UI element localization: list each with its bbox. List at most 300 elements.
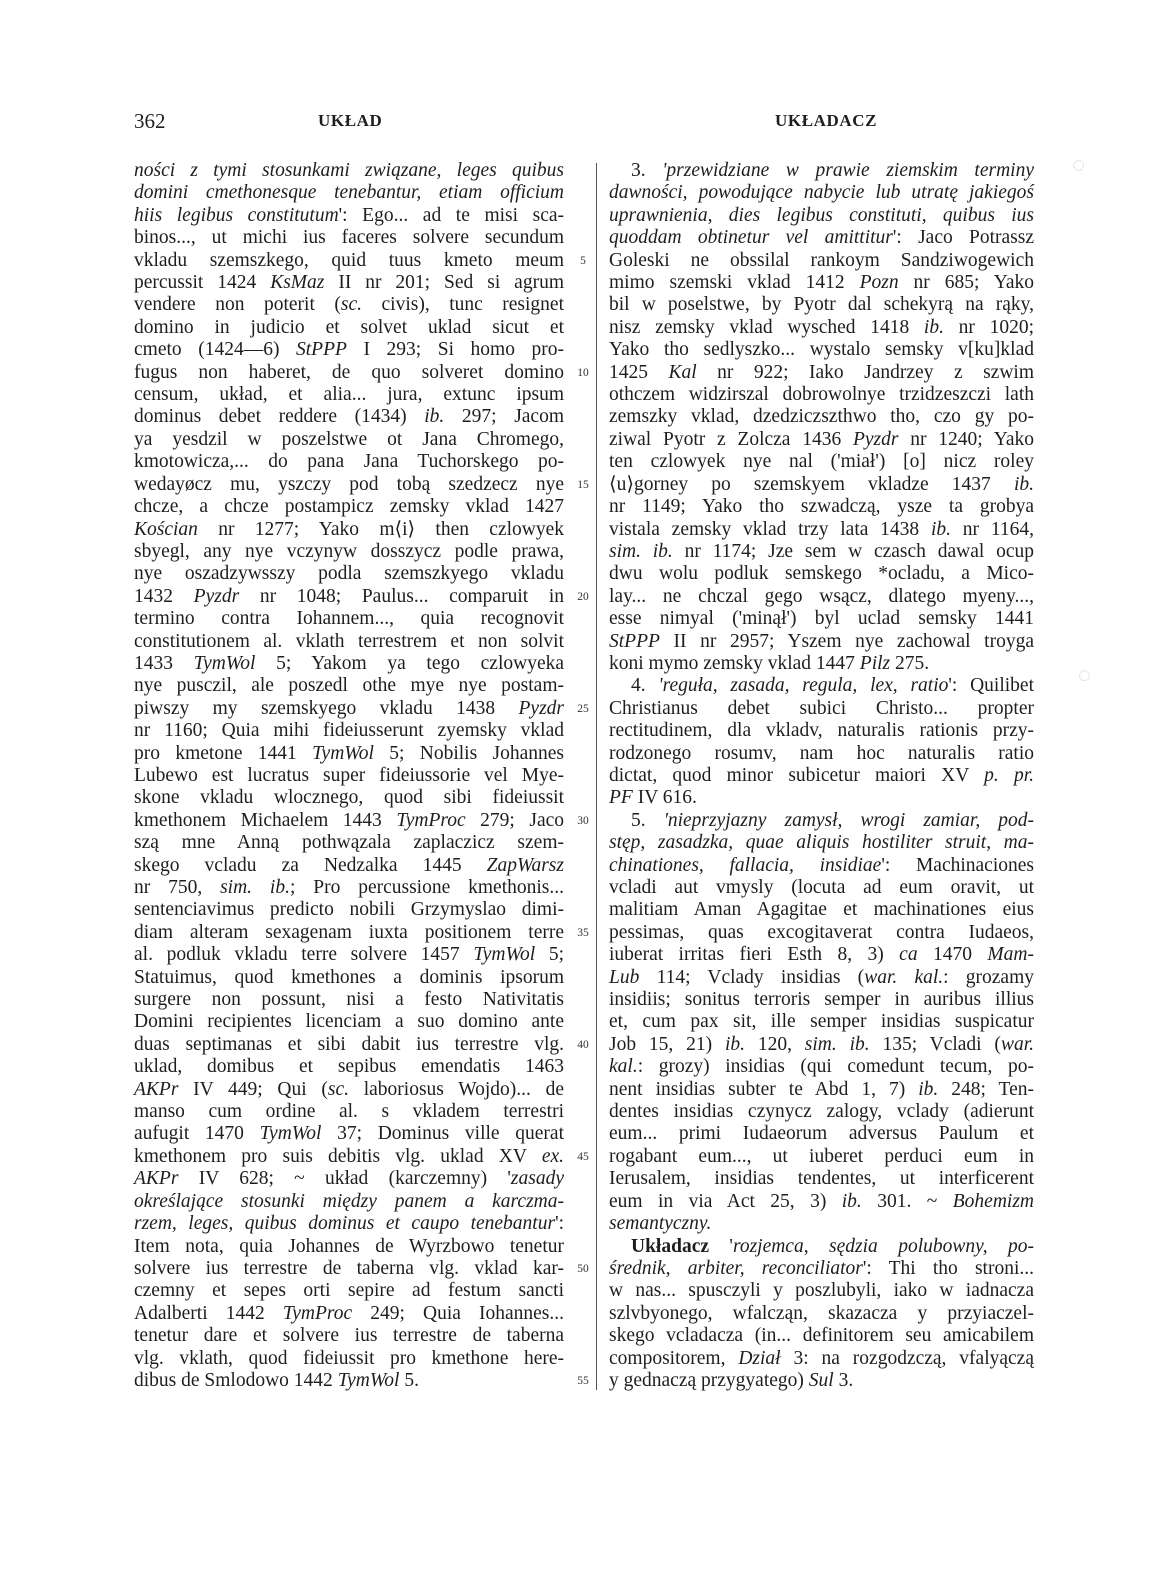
text-line xyxy=(134,1370,564,1392)
text-line xyxy=(134,1258,564,1280)
text-run: Statuimus, quod kmethones a dominis ipsorum xyxy=(134,966,564,988)
text-run: ziwal Pyotr z Zolcza 1436 xyxy=(609,428,853,450)
text-run: constitutionem al. vklath terrestrem et non solvit xyxy=(134,630,564,652)
text-run: nr 750, xyxy=(134,877,221,898)
text-run: 1470 xyxy=(917,944,988,966)
text-line xyxy=(609,182,1034,204)
text-run: piwszy my szemskyego vkladu 1438 xyxy=(134,697,519,719)
text-line xyxy=(609,272,1034,294)
text-line xyxy=(609,675,1034,697)
text-run: compositorem, xyxy=(609,1347,739,1369)
text-line xyxy=(609,877,1034,899)
text-run: tenetur dare et solvere ius terrestre de taberna xyxy=(134,1325,564,1347)
text-line xyxy=(609,720,1034,742)
left-running-head: UKŁAD xyxy=(318,111,383,130)
text-line xyxy=(134,1303,564,1325)
text-line xyxy=(134,1146,564,1168)
text-line xyxy=(609,496,1034,518)
text-run: ' xyxy=(709,1235,733,1257)
text-run: Lubewo est lucratus super fideiussorie vel Mye- xyxy=(134,764,564,786)
text-run: esse nimyal ('minął') byl uclad semsky 1441 xyxy=(609,608,1034,630)
text-run: : grozy) insidias (qui comedunt tecum, po- xyxy=(637,1056,1034,1078)
text-run: kmotowicza,... do pana Jana Tuchorskego po- xyxy=(134,451,564,473)
text-run: nr 1164, xyxy=(951,518,1034,540)
text-run: 3: na rozgodzczą, vfalyączą xyxy=(780,1347,1034,1369)
text-line xyxy=(134,631,564,653)
text-run: skego vcladacza (in... definitorem seu amicabilem xyxy=(609,1325,1034,1347)
text-run: eum... primi Iudaeorum adversus Paulum et xyxy=(609,1123,1034,1145)
text-run: ': Jaco Potrassz xyxy=(892,227,1034,249)
text-run: nr 1149; Yako tho szwadczą, ysze ta grobya xyxy=(609,496,1034,518)
line-number: 5 xyxy=(580,254,586,267)
text-line xyxy=(134,787,564,809)
text-line xyxy=(134,496,564,518)
text-run: war. xyxy=(1000,1033,1034,1055)
text-line xyxy=(609,1146,1034,1168)
text-run: 'reguła, zasada, regula, lex, ratio xyxy=(658,675,949,697)
text-run: TymProc xyxy=(396,809,466,831)
text-run: al. podluk vkladu terre solvere 1457 xyxy=(134,944,474,966)
line-number: 30 xyxy=(577,814,589,827)
text-run: pessimas, quas excogitaverat contra Iudaeos, xyxy=(609,921,1034,943)
text-line xyxy=(134,1079,564,1101)
text-run: nr 1240; Yako xyxy=(898,428,1034,450)
text-run: 5; xyxy=(535,944,565,966)
text-run: ': Quilibet xyxy=(948,675,1035,697)
text-run: chinationes, fallacia, insidiae xyxy=(609,854,882,876)
text-run: Job 15, 21) xyxy=(609,1033,725,1055)
text-line xyxy=(609,474,1034,496)
text-run: czemny et sepes orti sepire ad festum sancti xyxy=(134,1280,564,1302)
text-run: Pyzdr xyxy=(852,428,899,450)
text-line xyxy=(134,182,564,204)
text-run: TymProc xyxy=(282,1302,353,1324)
text-line xyxy=(609,339,1034,361)
text-run: Sul xyxy=(808,1369,834,1391)
text-line xyxy=(609,1101,1034,1123)
text-line xyxy=(134,272,564,294)
text-run: Pilz xyxy=(859,652,891,674)
text-line xyxy=(609,406,1034,428)
text-run: percussit 1424 xyxy=(134,272,271,294)
text-run: AKPr xyxy=(134,1078,179,1100)
text-line xyxy=(609,967,1034,989)
text-run: nr 685; Yako xyxy=(898,272,1034,294)
text-line xyxy=(609,1123,1034,1145)
text-run: Lub xyxy=(609,966,640,988)
text-run: ': xyxy=(555,1213,564,1235)
line-number: 20 xyxy=(577,590,589,603)
text-line xyxy=(134,1056,564,1078)
text-run: vcladi aut vmysly (locuta ad eum oravit, ut xyxy=(609,877,1034,898)
text-line xyxy=(134,1191,564,1213)
text-run: 37; Dominus ville querat xyxy=(321,1123,565,1145)
line-number: 10 xyxy=(577,366,589,379)
text-line xyxy=(609,810,1034,832)
text-run: Adalberti 1442 xyxy=(134,1302,283,1324)
text-run: 5; Yakom ya tego czlowyeka xyxy=(255,652,565,674)
text-line xyxy=(134,451,564,473)
text-run: insidiis; sonitus terroris semper in auribus illius xyxy=(609,989,1034,1011)
text-line xyxy=(609,1079,1034,1101)
text-line xyxy=(134,743,564,765)
line-number: 55 xyxy=(577,1374,589,1387)
text-line xyxy=(609,541,1034,563)
text-run: IV 628; ~ układ (karczemny) ' xyxy=(178,1168,511,1190)
text-run: Yako tho sedlyszko... wystalo semsky v[ku]klad xyxy=(609,339,1034,361)
right-running-head: UKŁADACZ xyxy=(775,111,878,130)
text-line xyxy=(134,899,564,921)
text-run: dictat, quod minor subicetur maiori XV xyxy=(609,764,985,786)
text-run: : grozamy xyxy=(943,966,1035,988)
text-run: szlvbyonego, wfalcząn, skazacza y przyiaczel- xyxy=(609,1302,1034,1324)
text-line xyxy=(134,832,564,854)
text-run: ': Ego... ad te misi sca- xyxy=(338,204,565,226)
text-line xyxy=(134,675,564,697)
text-line xyxy=(609,160,1034,182)
text-run: Domini recipientes licenciam a suo domino ante xyxy=(134,1011,564,1033)
text-line xyxy=(609,765,1034,787)
text-line xyxy=(609,429,1034,451)
text-run: Ierusalem, insidias tendentes, ut interficerent xyxy=(609,1168,1034,1190)
text-line xyxy=(609,1034,1034,1056)
text-run: censum, układ, et alia... jura, extunc ipsum xyxy=(134,384,564,406)
text-run: szą mne Anną pothwązala zaplaczicz szem- xyxy=(134,832,564,854)
text-run: Pyzdr xyxy=(518,697,564,719)
text-run: nisz zemsky vklad wysched 1418 xyxy=(609,316,924,338)
text-line xyxy=(134,653,564,675)
text-run: ': Thi tho stroni... xyxy=(862,1257,1034,1279)
text-line xyxy=(134,877,564,899)
text-run: 1432 xyxy=(134,585,194,607)
text-line xyxy=(609,205,1034,227)
text-line xyxy=(609,899,1034,921)
text-run: Kościan xyxy=(134,518,198,540)
text-run: 5. xyxy=(631,809,664,831)
text-line xyxy=(134,720,564,742)
text-run: domini cmethonesque tenebantur, etiam officium xyxy=(134,182,564,204)
text-line xyxy=(609,653,1034,675)
text-run: Bohemizm xyxy=(952,1190,1034,1212)
text-run: rodzonego rosumv, nam hoc naturalis ratio xyxy=(609,742,1034,764)
line-number: 40 xyxy=(577,1038,589,1051)
text-line xyxy=(134,429,564,451)
text-run: stęp, zasadzka, quae aliquis hostiliter struit, ma- xyxy=(609,832,1034,854)
text-run: skone vkladu wlocznego, quod sibi fideiussit xyxy=(134,787,564,809)
text-run: 3. xyxy=(833,1369,854,1391)
text-run: ca xyxy=(899,944,918,966)
text-run: rozjemca, sędzia polubowny, po- xyxy=(732,1235,1035,1257)
text-line xyxy=(609,1191,1034,1213)
text-run: Kal xyxy=(668,361,697,383)
text-run: ib. xyxy=(724,1033,745,1055)
text-run: ib. xyxy=(930,518,952,540)
text-run: domino in judicio et solvet uklad sicut et xyxy=(134,316,564,338)
text-line xyxy=(609,832,1034,854)
text-run: ib. xyxy=(424,406,445,428)
text-run: ib. xyxy=(1013,473,1034,495)
text-run: AKPr xyxy=(134,1168,179,1190)
text-line xyxy=(609,563,1034,585)
text-line xyxy=(134,989,564,1011)
text-line xyxy=(134,1034,564,1056)
text-run: ib. xyxy=(918,1078,939,1100)
text-run: p. pr. xyxy=(984,764,1034,786)
text-line xyxy=(609,1348,1034,1370)
text-run: 135; Vcladi ( xyxy=(869,1033,1001,1055)
text-line xyxy=(609,1303,1034,1325)
text-run: nr 1020; xyxy=(943,316,1034,338)
text-line xyxy=(134,294,564,316)
text-run: 3. xyxy=(631,160,663,181)
text-run: Christianus debet subici Christo... propter xyxy=(609,697,1034,719)
text-run: koni mymo zemsky vklad 1447 xyxy=(609,652,860,674)
text-run: termino contra Iohannem..., quia recognovit xyxy=(134,608,564,630)
text-run: kal. xyxy=(609,1056,638,1078)
text-run: surgere non possunt, nisi a festo Nativitatis xyxy=(134,989,564,1011)
text-line xyxy=(609,1213,1034,1235)
text-run: TymWol xyxy=(312,742,374,764)
text-run: 1433 xyxy=(134,652,194,674)
text-run: pro kmetone 1441 xyxy=(134,742,313,764)
text-line xyxy=(134,1280,564,1302)
text-run: vendere non poterit ( xyxy=(134,294,341,316)
text-run: w nas... spusczyli y poszlubyli, iako w iadnacza xyxy=(609,1280,1034,1302)
text-run: nye oszadzywsszy podla szemszkyego vkladu xyxy=(134,563,564,585)
text-run: 120, xyxy=(745,1033,805,1055)
text-line xyxy=(609,787,1034,809)
text-run: rogabant eum..., ut iuberet perduci eum in xyxy=(609,1145,1034,1167)
text-line xyxy=(609,1011,1034,1033)
text-run: Item nota, quia Johannes de Wyrzbowo tenetur xyxy=(134,1235,564,1257)
text-run: II nr 201; Sed si agrum xyxy=(324,272,564,294)
text-run: kmethonem pro suis debitis vlg. uklad XV xyxy=(134,1145,542,1167)
text-line xyxy=(134,474,564,496)
text-run: quoddam obtinetur vel amittitur xyxy=(609,227,893,249)
text-line xyxy=(609,855,1034,877)
column-divider xyxy=(596,163,597,1390)
text-line xyxy=(134,250,564,272)
text-run: sim. ib. xyxy=(609,540,673,562)
page-number: 362 xyxy=(134,109,166,133)
text-line xyxy=(134,810,564,832)
text-line xyxy=(609,1370,1034,1392)
text-run: eum in via Act 25, 3) xyxy=(609,1190,842,1212)
text-run: diam alteram sexagenam iuxta positionem terre xyxy=(134,921,564,943)
text-run: PF xyxy=(609,787,633,809)
text-line xyxy=(609,451,1034,473)
text-line xyxy=(609,362,1034,384)
text-run: KsMaz xyxy=(270,272,325,294)
text-line xyxy=(134,1236,564,1258)
text-run: Dział xyxy=(738,1347,781,1369)
line-number: 50 xyxy=(577,1262,589,1275)
text-line xyxy=(134,1325,564,1347)
text-run: uprawnienia, dies legibus constituti, quibus ius xyxy=(609,204,1034,226)
text-run: IV 449; Qui ( xyxy=(178,1078,328,1100)
text-run: malitiam Aman Agagitae et machinationes eius xyxy=(609,899,1034,921)
text-line xyxy=(134,541,564,563)
text-run: dentes insidias czynycz zalogy, vclady (adierunt xyxy=(609,1101,1034,1123)
text-run: dominus debet reddere (1434) xyxy=(134,406,425,428)
text-run: TymWol xyxy=(337,1369,400,1391)
text-line xyxy=(609,294,1034,316)
text-run: StPPP xyxy=(609,630,660,652)
text-run: Mam- xyxy=(987,944,1034,966)
text-run: hiis legibus constitutum xyxy=(134,204,339,226)
text-line xyxy=(134,1123,564,1145)
text-line xyxy=(609,1258,1034,1280)
text-run: określające stosunki między panem a karczma- xyxy=(134,1190,564,1212)
text-run: skego vcladu za Nedzalka 1445 xyxy=(134,854,487,876)
text-line xyxy=(134,1213,564,1235)
text-line xyxy=(134,227,564,249)
text-run: ya yesdzil w poszelstwe ot Jana Chromego, xyxy=(134,428,564,450)
text-line xyxy=(134,362,564,384)
text-run: TymWol xyxy=(259,1123,322,1145)
text-run: nr 1174; Jze sem w czasch dawal ocup xyxy=(672,540,1034,562)
text-line xyxy=(134,1348,564,1370)
scan-speck: ◌ xyxy=(1072,152,1086,177)
text-run: vistala zemsky vklad trzy lata 1438 xyxy=(609,518,931,540)
text-run: rectitudinem, dla vkladv, naturalis rationis przy- xyxy=(609,720,1034,742)
text-run: cmeto (1424—6) xyxy=(134,339,296,361)
text-line xyxy=(609,317,1034,339)
text-run: 4. xyxy=(631,675,659,697)
text-run: dibus de Smlodowo 1442 xyxy=(134,1369,338,1391)
text-run: et, cum pax sit, ille semper insidias suspicatur xyxy=(609,1011,1034,1033)
text-run: 301. ~ xyxy=(861,1190,953,1212)
text-run: 'nieprzyjazny zamysł, wrogi zamiar, pod- xyxy=(663,809,1035,831)
text-line xyxy=(134,519,564,541)
text-line xyxy=(134,586,564,608)
text-line xyxy=(134,160,564,182)
text-run: średnik, arbiter, reconciliator xyxy=(609,1257,863,1279)
text-run: 297; Jacom xyxy=(444,406,565,428)
text-run: 5; Nobilis Johannes xyxy=(373,742,564,764)
text-line xyxy=(134,339,564,361)
text-run: ten czlowyek nye nal ('miał') [o] nicz roley xyxy=(609,451,1034,473)
text-run: manso cum ordine al. s vkladem terrestri xyxy=(134,1101,564,1123)
text-line xyxy=(609,1236,1034,1258)
text-run: 279; Jaco xyxy=(465,809,564,831)
text-run: sc. xyxy=(340,294,362,316)
line-number: 15 xyxy=(577,478,589,491)
text-run: 248; Ten- xyxy=(938,1078,1034,1100)
text-run: ZapWarsz xyxy=(486,854,564,876)
text-line xyxy=(609,586,1034,608)
text-run: mimo szemski vklad 1412 xyxy=(609,272,860,294)
text-line xyxy=(134,1011,564,1033)
text-run: I 293; Si homo pro- xyxy=(346,339,564,361)
text-line xyxy=(134,317,564,339)
text-line xyxy=(134,944,564,966)
text-run: othczem widzirszal dobrowolnye trzidzeszczi lath xyxy=(609,384,1034,406)
text-line xyxy=(134,765,564,787)
text-run: 275. xyxy=(890,652,930,674)
text-line xyxy=(609,250,1034,272)
text-line xyxy=(609,1056,1034,1078)
text-run: dwu wolu podluk semskego *ocladu, a Mico- xyxy=(609,563,1034,585)
text-run: Goleski ne obssilal rankoym Sandziwogewich xyxy=(609,249,1034,271)
text-run: chcze, a chcze postampicz zemsky vklad 1427 xyxy=(134,496,564,518)
text-run: 5. xyxy=(399,1369,419,1391)
text-run: Układacz xyxy=(631,1235,709,1257)
right-column xyxy=(609,160,1034,1392)
text-run: y gednaczą przygyatego) xyxy=(609,1369,809,1391)
text-line xyxy=(134,406,564,428)
text-line xyxy=(134,205,564,227)
text-run: ': Machinaciones xyxy=(881,854,1034,876)
text-line xyxy=(134,922,564,944)
text-run: ⟨u⟩gorney po szemskyem vkladze 1437 xyxy=(609,473,1014,495)
text-run: uklad, domibus et sepibus emendatis 1463 xyxy=(134,1056,564,1078)
text-line xyxy=(134,1101,564,1123)
text-run: sbyegl, any nye vczynyw dosszycz podle prawa, xyxy=(134,540,564,562)
text-run: nr 1160; Quia mihi fideiusserunt zyemsky vklad xyxy=(134,720,564,742)
text-line xyxy=(134,608,564,630)
text-run: kmethonem Michaelem 1443 xyxy=(134,809,397,831)
text-line xyxy=(134,563,564,585)
text-run: lay... ne chczal gego wsącz, dlatego myeny..., xyxy=(609,585,1034,607)
text-run: fugus non haberet, de quo solveret domino xyxy=(134,361,564,383)
text-run: Pyzdr xyxy=(193,585,240,607)
text-run: bil w poselstwe, by Pyotr dal schekyrą na rąky, xyxy=(609,294,1034,316)
text-run: ib. xyxy=(923,316,944,338)
line-number: 35 xyxy=(577,926,589,939)
text-run: StPPP xyxy=(296,339,347,361)
text-run: TymWol xyxy=(193,652,256,674)
text-line xyxy=(609,519,1034,541)
text-line xyxy=(609,1325,1034,1347)
text-run: wedayøcz mu, yszczy pod tobą szedzecz nye xyxy=(134,473,564,495)
text-line xyxy=(134,855,564,877)
text-line xyxy=(609,631,1034,653)
text-run: civis), tunc resignet xyxy=(362,294,565,316)
text-run: semantyczny. xyxy=(609,1213,712,1235)
text-run: Pozn xyxy=(859,272,899,294)
line-number: 45 xyxy=(577,1150,589,1163)
text-line xyxy=(609,698,1034,720)
text-run: sentenciavimus predicto nobili Grzymyslao dimi- xyxy=(134,899,564,921)
text-line xyxy=(609,1280,1034,1302)
text-run: dawności, powodujące nabycie lub utratę jakiegoś xyxy=(609,182,1034,204)
text-line xyxy=(609,384,1034,406)
left-column xyxy=(134,160,564,1392)
text-run: 'przewidziane w prawie ziemskim terminy xyxy=(662,160,1034,181)
text-run: nr 1277; Yako m⟨i⟩ then czlowyek xyxy=(197,518,564,540)
text-line xyxy=(134,698,564,720)
text-run: sim. ib. xyxy=(220,877,290,898)
text-run: ex. xyxy=(541,1145,564,1167)
text-line xyxy=(609,1168,1034,1190)
text-run: vkladu szemszkego, quid tuus kmeto meum xyxy=(134,249,564,271)
text-run: ności z tymi stosunkami związane, leges quibus xyxy=(134,160,564,181)
text-run: laboriosus Wojdo)... de xyxy=(349,1078,564,1100)
text-line xyxy=(609,989,1034,1011)
text-line xyxy=(134,384,564,406)
text-run: nent insidias subter te Abd 1, 7) xyxy=(609,1078,919,1100)
text-run: iuberat irritas fieri Esth 8, 3) xyxy=(609,944,900,966)
text-run: 249; Quia Iohannes... xyxy=(352,1302,565,1324)
line-number: 25 xyxy=(577,702,589,715)
text-run: ib. xyxy=(841,1190,862,1212)
text-line xyxy=(609,922,1034,944)
text-run: nr 1048; Paulus... comparuit in xyxy=(239,585,564,607)
text-line xyxy=(609,743,1034,765)
text-line xyxy=(609,227,1034,249)
text-run: zemszky vklad, dzedziczszthwo tho, czo gy po- xyxy=(609,406,1034,428)
